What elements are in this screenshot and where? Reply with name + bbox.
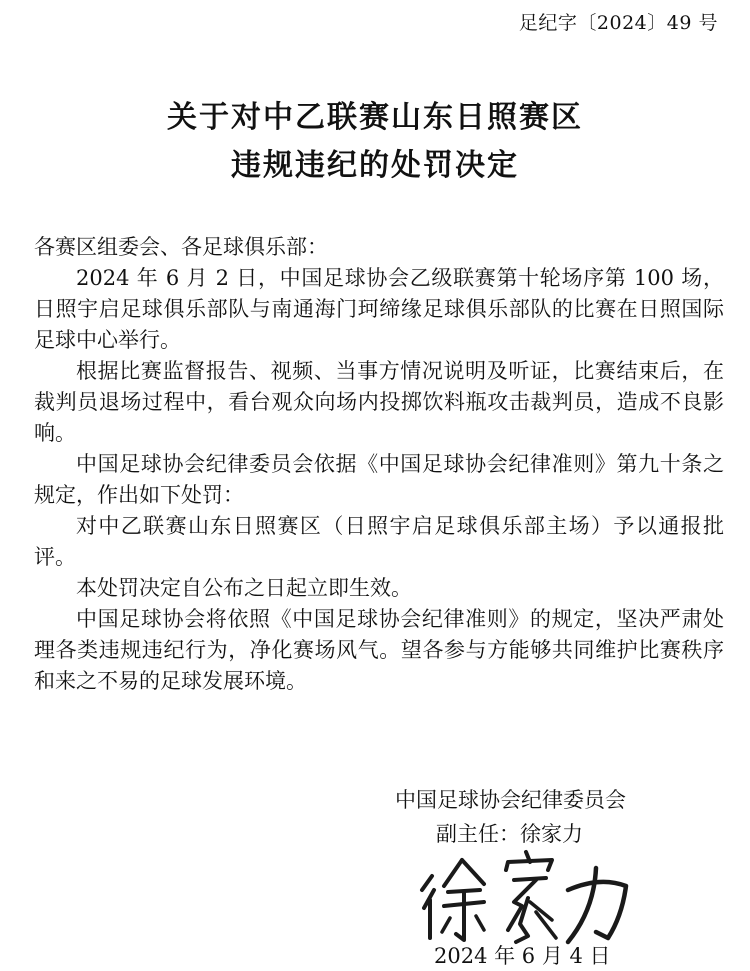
signer-name: 徐家力 [520,822,583,846]
paragraph-closing: 中国足球协会将依照《中国足球协会纪律准则》的规定，坚决严肃处理各类违规违纪行为，净化赛场风气。望各参与方能够共同维护比赛秩序和来之不易的足球发展环境。 [34,607,724,693]
document-number: 足纪字〔2024〕49 号 [518,12,718,34]
issuing-organization: 中国足球协会纪律委员会 [395,788,626,812]
document-body [34,232,724,697]
document-title-line-2: 违规违纪的处罚决定 [231,148,519,183]
paragraph-incident: 2024 年 6 月 2 日，中国足球协会乙级联赛第十轮场序第 100 场，日照宇启足球俱乐部队与南通海门珂缔缘足球俱乐部队的比赛在日照国际足球中心举行。 [34,266,724,352]
paragraph-effective: 本处罚决定自公布之日起立即生效。 [76,576,412,600]
document-title-line-1: 关于对中乙联赛山东日照赛区 [167,100,583,135]
salutation: 各赛区组委会、各足球俱乐部： [34,235,328,259]
signer-title: 副主任： [436,822,520,846]
handwritten-signature [418,846,638,946]
paragraph-findings: 根据比赛监督报告、视频、当事方情况说明及听证，比赛结束后，在裁判员退场过程中，看台观众向场内投掷饮料瓶攻击裁判员，造成不良影响。 [34,359,724,445]
issue-date: 2024 年 6 月 4 日 [434,944,611,968]
signer-line [436,818,583,848]
paragraph-basis: 中国足球协会纪律委员会依据《中国足球协会纪律准则》第九十条之规定，作出如下处罚： [34,452,724,507]
paragraph-penalty: 对中乙联赛山东日照赛区（日照宇启足球俱乐部主场）予以通报批评。 [34,514,724,569]
